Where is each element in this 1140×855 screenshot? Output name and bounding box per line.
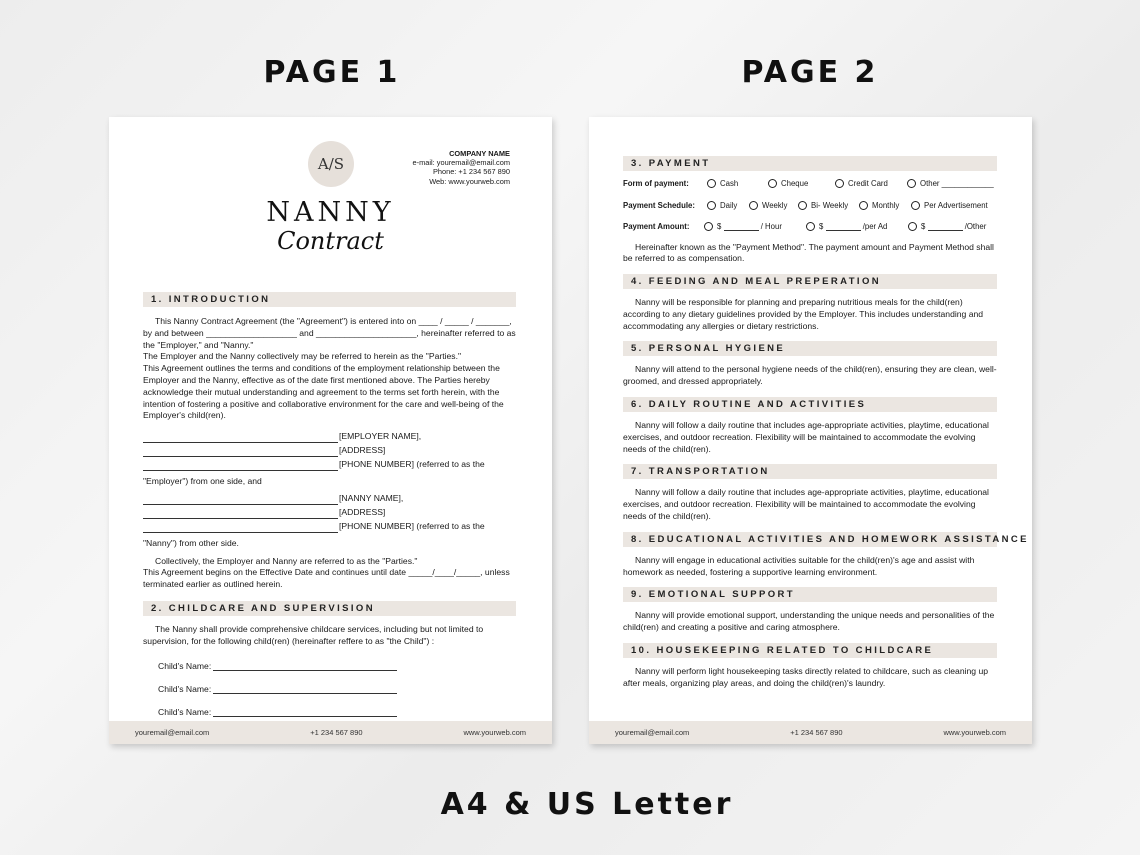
payment-amount-label: Payment Amount: (623, 222, 690, 232)
section-heading-childcare: 2. CHILDCARE AND SUPERVISION (143, 601, 516, 616)
housekeeping-paragraph: Nanny will perform light housekeeping tasks directly related to childcare, such as cleaning up after meals, organizing play areas, and doing the child(ren)'s laundry. (623, 666, 989, 688)
routine-paragraph: Nanny will follow a daily routine that includes age-appropriate activities, playtime, educational exercises, and outdoor recreation. Flexibility will be maintained to accommodate the evolving needs of the child(ren). (623, 420, 989, 454)
radio-icon[interactable] (798, 201, 807, 210)
page-1-label: PAGE 1 (263, 55, 401, 90)
radio-icon[interactable] (704, 222, 713, 231)
education-paragraph: Nanny will engage in educational activities suitable for the child(ren)'s age and assist with homework as needed, fostering a supportive learning environment. (623, 554, 975, 577)
page-2-footer (589, 721, 1032, 744)
section-heading-housekeeping: 10. HOUSEKEEPING RELATED TO CHILDCARE (623, 643, 997, 658)
footer-phone: +1 234 567 890 (310, 728, 363, 737)
nanny-name-line[interactable]: [NANNY NAME], (143, 493, 516, 505)
footer-email: youremail@email.com (135, 728, 210, 737)
child-name-line-1[interactable]: Child's Name: (158, 661, 516, 671)
employer-phone-line[interactable]: [PHONE NUMBER] (referred to as the (143, 459, 516, 471)
option-credit-card[interactable]: Credit Card (835, 179, 907, 188)
footer-web: www.yourweb.com (463, 728, 526, 737)
footer-phone: +1 234 567 890 (790, 728, 843, 737)
intro-paragraph: This Nanny Contract Agreement (the "Agreement") is entered into on ____ / _____ / _______, by and between ___________________ and _____________________, hereinafter referred to as the "Employer," and "Nanny." (143, 316, 516, 350)
format-label: A4 & US Letter (440, 787, 734, 822)
option-daily[interactable]: Daily (707, 201, 749, 210)
radio-icon[interactable] (806, 222, 815, 231)
option-cash[interactable]: Cash (707, 179, 768, 188)
nanny-phone-line[interactable]: [PHONE NUMBER] (referred to as the (143, 521, 516, 533)
option-other[interactable]: Other ____________ (907, 179, 994, 188)
section-heading-transportation: 7. TRANSPORTATION (623, 464, 997, 479)
contract-page-1 (109, 117, 552, 744)
feeding-paragraph: Nanny will be responsible for planning and preparing nutritious meals for the child(ren) according to any dietary guidelines provided by the Employer. This includes understanding and accommodating any allergies or dietary restrictions. (623, 297, 984, 331)
payment-schedule-label: Payment Schedule: (623, 200, 695, 210)
document-title: NANNY (266, 197, 395, 228)
employer-tail: "Employer") from one side, and (143, 475, 262, 486)
radio-icon[interactable] (749, 201, 758, 210)
effective-date-paragraph: This Agreement begins on the Effective Date and continues until date _____/____/_____, unless terminated earlier as outlined herein. (143, 567, 510, 590)
payment-amount-row (623, 216, 997, 238)
company-phone: Phone: +1 234 567 890 (432, 167, 510, 177)
nanny-fields (143, 493, 516, 549)
amount-per-hour[interactable]: $ / Hour (704, 222, 806, 231)
option-per-advertisement[interactable]: Per Advertisement (911, 201, 988, 210)
employer-address-line[interactable]: [ADDRESS] (143, 445, 516, 457)
radio-icon[interactable] (911, 201, 920, 210)
document-subtitle-script: Contract (277, 227, 384, 255)
emotional-paragraph: Nanny will provide emotional support, understanding the unique needs and personalities of the child(ren) and creating a positive and caring atmosphere. (623, 610, 995, 633)
radio-icon[interactable] (835, 179, 844, 188)
section-heading-payment: 3. PAYMENT (623, 156, 997, 171)
radio-icon[interactable] (908, 222, 917, 231)
option-cheque[interactable]: Cheque (768, 179, 835, 188)
company-info (413, 149, 510, 186)
nanny-address-line[interactable]: [ADDRESS] (143, 507, 516, 519)
option-monthly[interactable]: Monthly (859, 201, 911, 210)
section-heading-emotional: 9. EMOTIONAL SUPPORT (623, 587, 997, 602)
payment-form-label: Form of payment: (623, 179, 689, 189)
radio-icon[interactable] (707, 201, 716, 210)
intro-parties: The Employer and the Nanny collectively may be referred to herein as the "Parties." (143, 351, 462, 362)
section-heading-hygiene: 5. PERSONAL HYGIENE (623, 341, 997, 356)
option-bi-weekly[interactable]: Bi- Weekly (798, 201, 859, 210)
page-1-footer (109, 721, 552, 744)
section-heading-feeding: 4. FEEDING AND MEAL PREPERATION (623, 274, 997, 289)
page-2-label: PAGE 2 (741, 55, 879, 90)
amount-per-ad[interactable]: $ /per Ad (806, 222, 908, 231)
employer-fields (143, 431, 516, 487)
section-heading-routine: 6. DAILY ROUTINE AND ACTIVITIES (623, 397, 997, 412)
amount-other[interactable]: $ /Other (908, 222, 986, 231)
company-email: e-mail: youremail@email.com (412, 158, 510, 168)
radio-icon[interactable] (707, 179, 716, 188)
nanny-tail: "Nanny") from other side. (143, 537, 239, 548)
option-weekly[interactable]: Weekly (749, 201, 798, 210)
footer-web: www.yourweb.com (943, 728, 1006, 737)
payment-schedule-row (623, 195, 997, 217)
intro-terms: This Agreement outlines the terms and conditions of the employment relationship between the Employer and the Nanny, effective as of the date first mentioned above. The Parties hereby acknowledge their mutual understanding and agreement to the terms set forth herein, with the intention of fostering a positive and collaborative environment for the care and well-being of the Employer's child(ren). (143, 363, 504, 421)
payment-form-row (623, 173, 997, 195)
section-heading-introduction: 1. INTRODUCTION (143, 292, 516, 307)
collective-paragraph: Collectively, the Employer and Nanny are referred to as the "Parties." (155, 555, 418, 566)
hygiene-paragraph: Nanny will attend to the personal hygiene needs of the child(ren), ensuring they are clean, well-groomed, and dressed appropriately. (623, 364, 997, 387)
section-heading-education: 8. EDUCATIONAL ACTIVITIES AND HOMEWORK ASSISTANCE (623, 532, 997, 547)
transportation-paragraph: Nanny will follow a daily routine that includes age-appropriate activities, playtime, educational exercises, and outdoor recreation. Flexibility will be maintained to accommodate the evolving needs of the child(ren). (623, 487, 989, 522)
company-web: Web: www.yourweb.com (429, 176, 510, 186)
monogram-logo: A/S (308, 141, 354, 187)
payment-method-paragraph: Hereinafter known as the "Payment Method". The payment amount and Payment Method shall be referred to as compensation. (623, 241, 994, 264)
radio-icon[interactable] (768, 179, 777, 188)
contract-page-2 (589, 117, 1032, 744)
child-name-line-2[interactable]: Child's Name: (158, 684, 516, 694)
child-name-line-3[interactable]: Child's Name: (158, 707, 516, 717)
radio-icon[interactable] (907, 179, 916, 188)
radio-icon[interactable] (859, 201, 868, 210)
childcare-paragraph: The Nanny shall provide comprehensive childcare services, including but not limited to supervision, for the following child(ren) (hereinafter reffere to as "the Child") : (143, 623, 484, 646)
employer-name-line[interactable]: [EMPLOYER NAME], (143, 431, 516, 443)
company-name: COMPANY NAME (449, 149, 510, 158)
footer-email: youremail@email.com (615, 728, 690, 737)
